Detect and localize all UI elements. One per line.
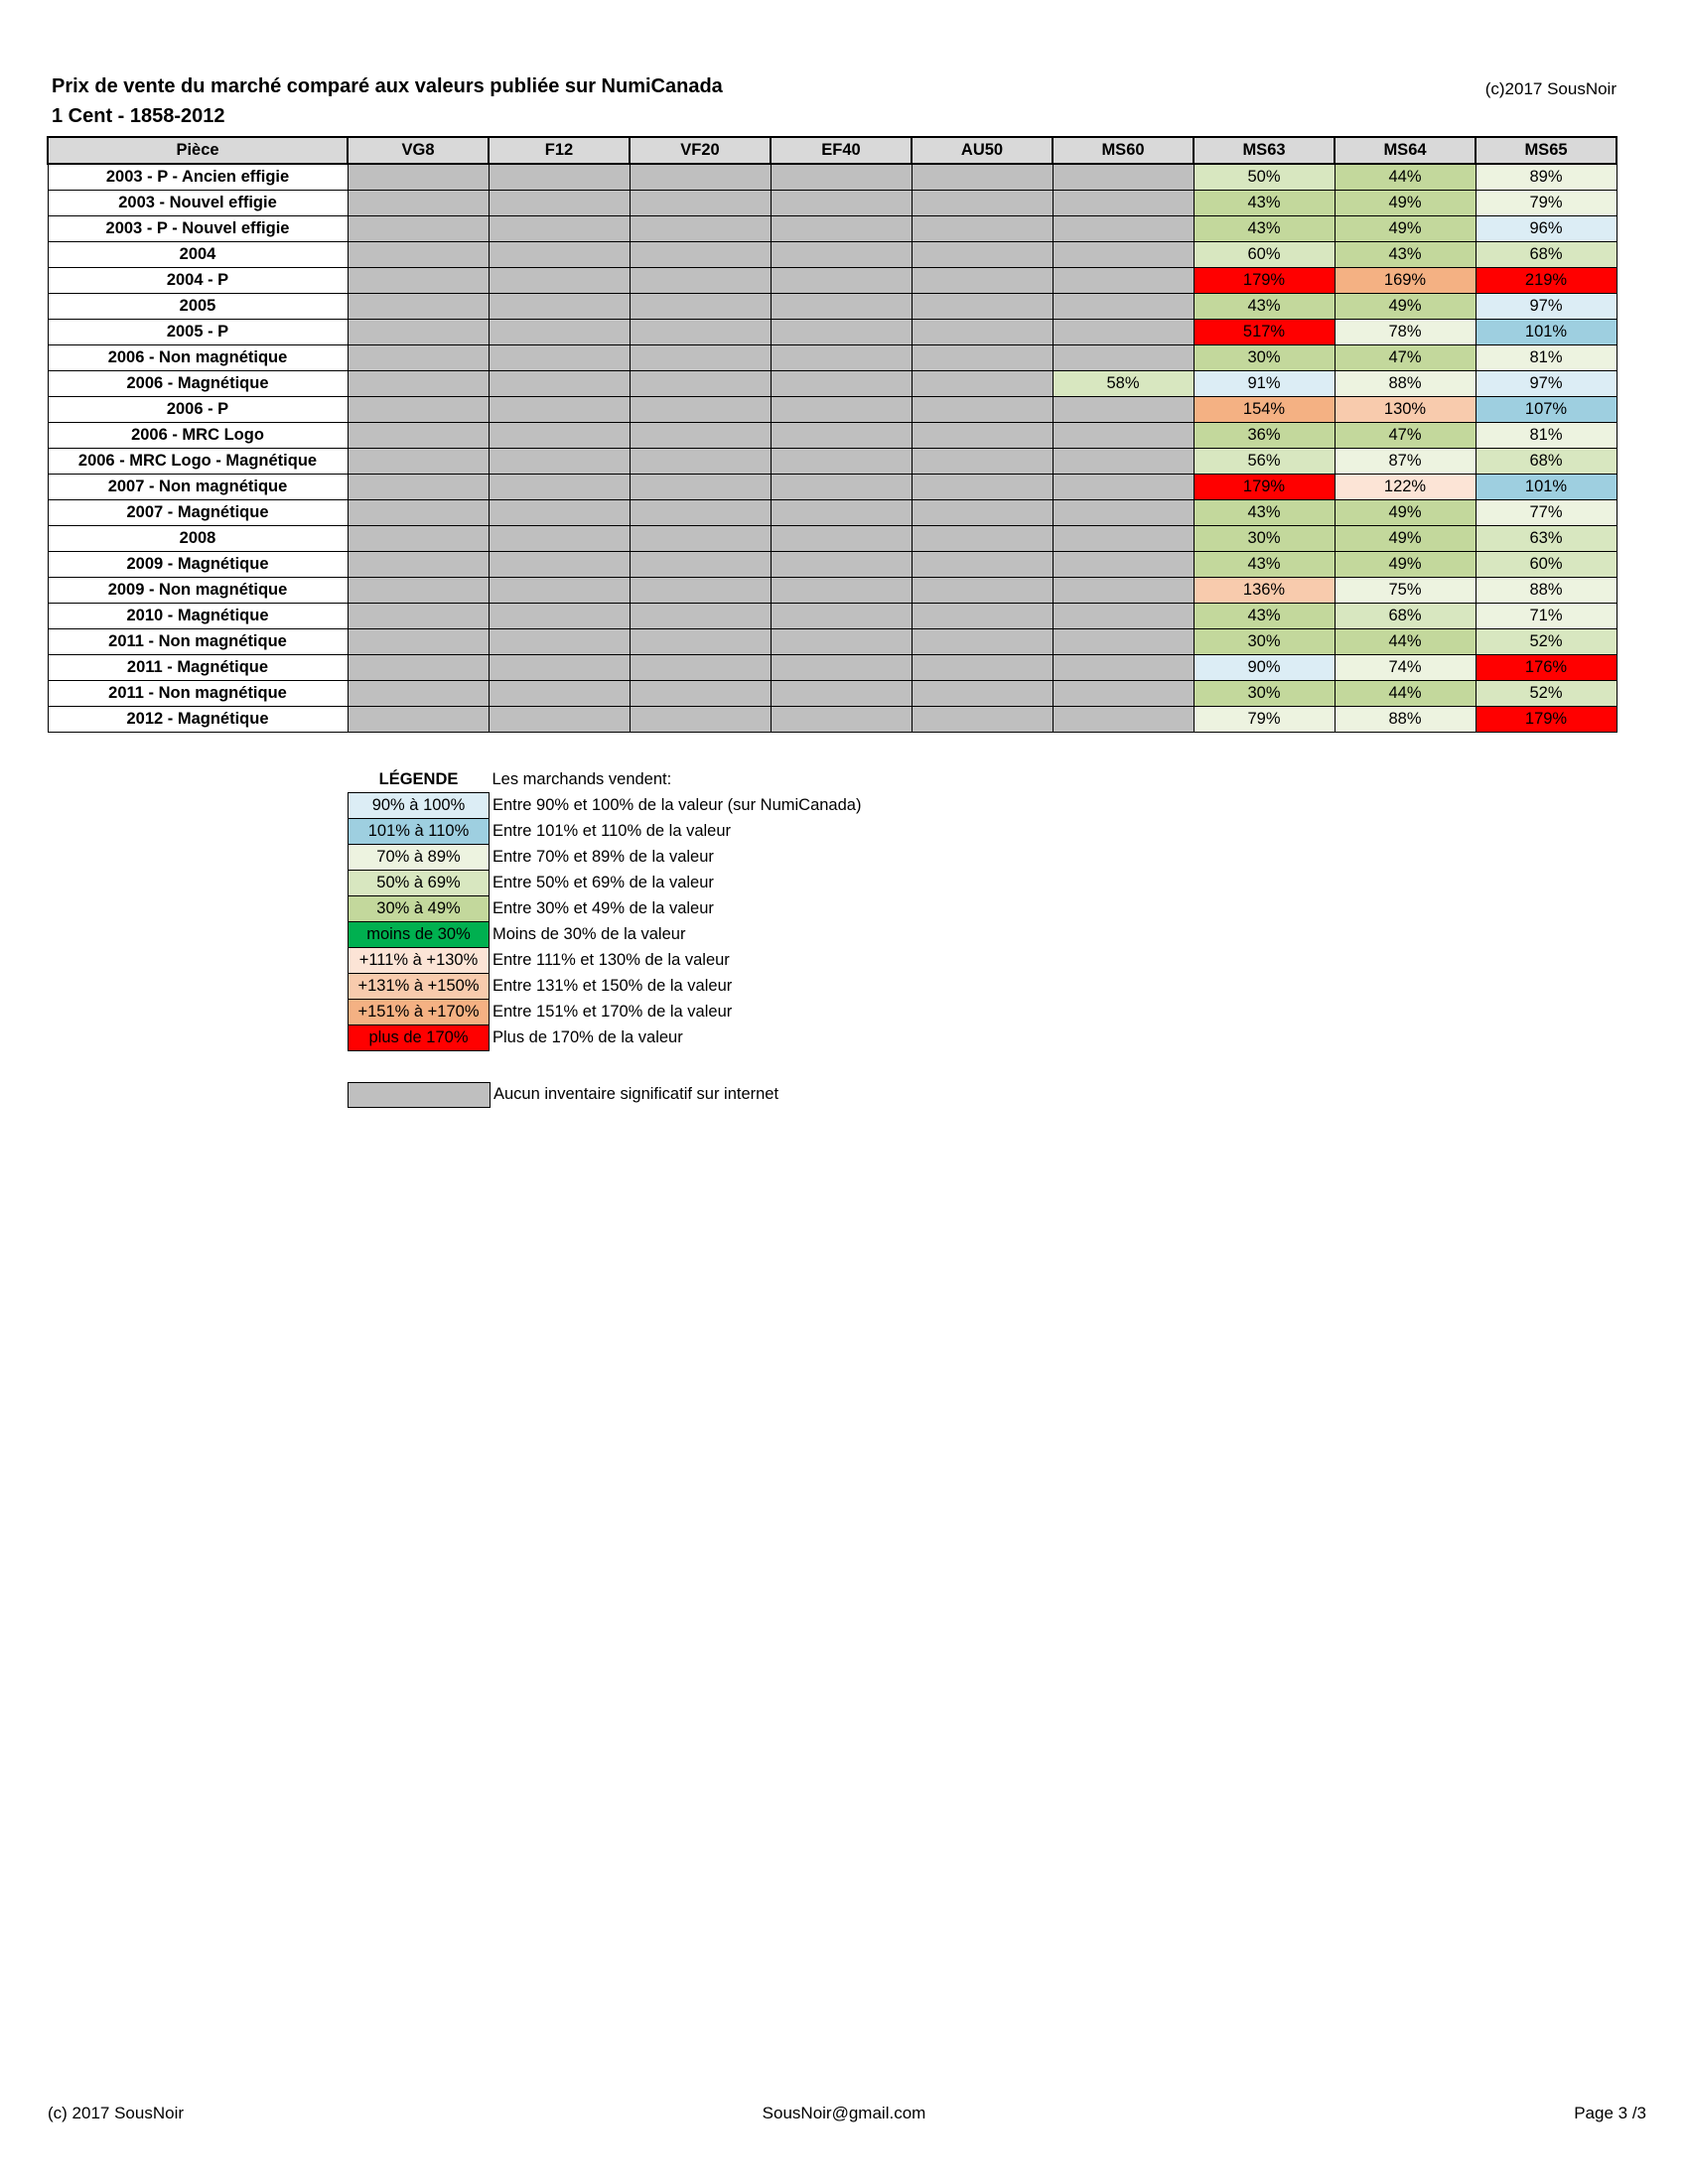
table-row [48, 475, 1617, 500]
legend-description: Entre 151% et 170% de la valeur [492, 1003, 733, 1021]
legend-swatch: 70% à 89% [349, 845, 490, 871]
table-row [48, 629, 1617, 655]
legend-description: Entre 70% et 89% de la valeur [492, 848, 714, 866]
no-inventory-cell [348, 604, 489, 629]
no-inventory-cell [912, 552, 1053, 578]
no-inventory-cell [1053, 681, 1194, 707]
piece-name: 2010 - Magnétique [48, 604, 348, 629]
value-cell: 79% [1476, 191, 1617, 216]
no-inventory-cell [1053, 552, 1194, 578]
table-row [48, 268, 1617, 294]
column-header: F12 [489, 137, 630, 164]
legend-no-inventory-swatch [348, 1082, 491, 1108]
footer-page-number: Page 3 /3 [1574, 2104, 1646, 2122]
no-inventory-cell [1053, 449, 1194, 475]
no-inventory-cell [348, 475, 489, 500]
no-inventory-cell [771, 475, 912, 500]
value-cell: 43% [1335, 242, 1476, 268]
no-inventory-cell [489, 345, 630, 371]
no-inventory-cell [912, 449, 1053, 475]
value-cell: 75% [1335, 578, 1476, 604]
no-inventory-cell [630, 294, 771, 320]
no-inventory-cell [630, 397, 771, 423]
legend-row [349, 845, 862, 871]
no-inventory-cell [1053, 423, 1194, 449]
no-inventory-cell [1053, 242, 1194, 268]
value-cell: 44% [1335, 681, 1476, 707]
legend-description: Entre 131% et 150% de la valeur [492, 977, 733, 995]
table-row [48, 526, 1617, 552]
value-cell: 78% [1335, 320, 1476, 345]
legend-description: Entre 30% et 49% de la valeur [492, 899, 714, 917]
no-inventory-cell [771, 371, 912, 397]
value-cell: 49% [1335, 294, 1476, 320]
table-row [48, 191, 1617, 216]
table-row [48, 164, 1617, 191]
no-inventory-cell [348, 164, 489, 191]
value-cell: 49% [1335, 552, 1476, 578]
column-header: MS64 [1335, 137, 1476, 164]
no-inventory-cell [489, 475, 630, 500]
no-inventory-cell [771, 320, 912, 345]
no-inventory-cell [630, 500, 771, 526]
no-inventory-cell [1053, 655, 1194, 681]
no-inventory-cell [1053, 320, 1194, 345]
no-inventory-cell [630, 216, 771, 242]
no-inventory-cell [630, 604, 771, 629]
piece-name: 2006 - Magnétique [48, 371, 348, 397]
table-row [48, 345, 1617, 371]
legend-no-inventory-desc: Aucun inventaire significatif sur internet [493, 1085, 779, 1103]
legend-intro: Les marchands vendent: [492, 770, 672, 789]
value-cell: 60% [1194, 242, 1335, 268]
no-inventory-cell [1053, 475, 1194, 500]
page-title: Prix de vente du marché comparé aux valeurs publiée sur NumiCanada [52, 75, 723, 97]
no-inventory-cell [489, 449, 630, 475]
legend-swatch: +151% à +170% [349, 1000, 490, 1025]
no-inventory-cell [912, 423, 1053, 449]
no-inventory-cell [771, 449, 912, 475]
value-cell: 122% [1335, 475, 1476, 500]
piece-name: 2009 - Magnétique [48, 552, 348, 578]
value-cell: 49% [1335, 191, 1476, 216]
value-cell: 179% [1194, 268, 1335, 294]
no-inventory-cell [348, 578, 489, 604]
value-cell: 97% [1476, 371, 1617, 397]
table-row [48, 500, 1617, 526]
legend-header-row [349, 767, 862, 793]
value-cell: 49% [1335, 216, 1476, 242]
piece-name: 2004 - P [48, 268, 348, 294]
value-cell: 101% [1476, 320, 1617, 345]
value-cell: 154% [1194, 397, 1335, 423]
value-cell: 130% [1335, 397, 1476, 423]
no-inventory-cell [1053, 604, 1194, 629]
value-cell: 77% [1476, 500, 1617, 526]
legend-swatch: 30% à 49% [349, 896, 490, 922]
value-cell: 43% [1194, 500, 1335, 526]
value-cell: 91% [1194, 371, 1335, 397]
no-inventory-cell [912, 629, 1053, 655]
piece-name: 2007 - Non magnétique [48, 475, 348, 500]
no-inventory-cell [630, 475, 771, 500]
no-inventory-cell [771, 397, 912, 423]
no-inventory-cell [771, 242, 912, 268]
no-inventory-cell [348, 526, 489, 552]
no-inventory-cell [1053, 578, 1194, 604]
no-inventory-cell [489, 604, 630, 629]
legend-swatch: +111% à +130% [349, 948, 490, 974]
no-inventory-cell [348, 681, 489, 707]
value-cell: 176% [1476, 655, 1617, 681]
footer-copyright: (c) 2017 SousNoir [48, 2104, 185, 2122]
no-inventory-cell [771, 552, 912, 578]
value-cell: 96% [1476, 216, 1617, 242]
no-inventory-cell [1053, 526, 1194, 552]
value-cell: 30% [1194, 526, 1335, 552]
value-cell: 36% [1194, 423, 1335, 449]
column-header: MS65 [1476, 137, 1617, 164]
value-cell: 89% [1476, 164, 1617, 191]
column-header: MS63 [1194, 137, 1335, 164]
value-cell: 88% [1476, 578, 1617, 604]
value-cell: 219% [1476, 268, 1617, 294]
no-inventory-cell [912, 526, 1053, 552]
value-cell: 107% [1476, 397, 1617, 423]
piece-name: 2003 - P - Nouvel effigie [48, 216, 348, 242]
piece-name: 2008 [48, 526, 348, 552]
value-cell: 50% [1194, 164, 1335, 191]
table-row [48, 294, 1617, 320]
no-inventory-cell [1053, 294, 1194, 320]
column-header: AU50 [912, 137, 1053, 164]
value-cell: 44% [1335, 164, 1476, 191]
legend-description: Plus de 170% de la valeur [492, 1028, 683, 1046]
no-inventory-cell [1053, 500, 1194, 526]
no-inventory-cell [912, 242, 1053, 268]
table-row [48, 707, 1617, 733]
no-inventory-cell [912, 397, 1053, 423]
piece-name: 2006 - P [48, 397, 348, 423]
value-cell: 47% [1335, 423, 1476, 449]
no-inventory-cell [912, 371, 1053, 397]
value-cell: 52% [1476, 681, 1617, 707]
value-cell: 30% [1194, 629, 1335, 655]
no-inventory-cell [1053, 216, 1194, 242]
no-inventory-cell [489, 242, 630, 268]
table-row [48, 371, 1617, 397]
no-inventory-cell [630, 423, 771, 449]
no-inventory-cell [348, 655, 489, 681]
legend-swatch: 90% à 100% [349, 793, 490, 819]
no-inventory-cell [771, 423, 912, 449]
piece-name: 2003 - Nouvel effigie [48, 191, 348, 216]
no-inventory-cell [489, 216, 630, 242]
no-inventory-cell [348, 629, 489, 655]
no-inventory-cell [1053, 629, 1194, 655]
value-cell: 43% [1194, 552, 1335, 578]
legend-swatch: moins de 30% [349, 922, 490, 948]
no-inventory-cell [1053, 397, 1194, 423]
piece-name: 2003 - P - Ancien effigie [48, 164, 348, 191]
piece-name: 2006 - Non magnétique [48, 345, 348, 371]
no-inventory-cell [489, 526, 630, 552]
no-inventory-cell [348, 449, 489, 475]
no-inventory-cell [771, 578, 912, 604]
piece-name: 2011 - Magnétique [48, 655, 348, 681]
no-inventory-cell [912, 164, 1053, 191]
no-inventory-cell [489, 397, 630, 423]
legend-heading: LÉGENDE [378, 770, 459, 788]
value-cell: 58% [1053, 371, 1194, 397]
table-body [48, 164, 1617, 733]
page-subtitle: 1 Cent - 1858-2012 [52, 105, 225, 127]
no-inventory-cell [348, 345, 489, 371]
value-cell: 88% [1335, 371, 1476, 397]
no-inventory-cell [348, 191, 489, 216]
no-inventory-cell [912, 216, 1053, 242]
table-row [48, 604, 1617, 629]
piece-name: 2007 - Magnétique [48, 500, 348, 526]
legend-description: Entre 111% et 130% de la valeur [492, 951, 730, 969]
no-inventory-cell [912, 604, 1053, 629]
no-inventory-cell [489, 164, 630, 191]
no-inventory-cell [489, 191, 630, 216]
legend-description: Entre 50% et 69% de la valeur [492, 874, 714, 891]
no-inventory-cell [771, 681, 912, 707]
value-cell: 179% [1476, 707, 1617, 733]
legend-description: Entre 101% et 110% de la valeur [492, 822, 732, 840]
table-header-row [48, 137, 1617, 164]
legend-row [349, 793, 862, 819]
no-inventory-cell [912, 707, 1053, 733]
column-header: VF20 [630, 137, 771, 164]
no-inventory-cell [1053, 707, 1194, 733]
column-header: VG8 [348, 137, 489, 164]
value-cell: 30% [1194, 681, 1335, 707]
value-cell: 68% [1335, 604, 1476, 629]
no-inventory-cell [348, 371, 489, 397]
no-inventory-cell [348, 268, 489, 294]
column-header: EF40 [771, 137, 912, 164]
no-inventory-cell [348, 320, 489, 345]
piece-name: 2009 - Non magnétique [48, 578, 348, 604]
piece-name: 2004 [48, 242, 348, 268]
no-inventory-cell [489, 629, 630, 655]
value-cell: 169% [1335, 268, 1476, 294]
value-cell: 43% [1194, 294, 1335, 320]
no-inventory-cell [489, 371, 630, 397]
no-inventory-cell [1053, 191, 1194, 216]
no-inventory-cell [912, 578, 1053, 604]
no-inventory-cell [348, 552, 489, 578]
no-inventory-cell [489, 320, 630, 345]
no-inventory-cell [771, 604, 912, 629]
value-cell: 63% [1476, 526, 1617, 552]
no-inventory-cell [348, 397, 489, 423]
no-inventory-cell [912, 320, 1053, 345]
value-cell: 56% [1194, 449, 1335, 475]
piece-name: 2005 [48, 294, 348, 320]
value-cell: 68% [1476, 242, 1617, 268]
no-inventory-cell [771, 655, 912, 681]
table-row [48, 552, 1617, 578]
legend-row [349, 948, 862, 974]
legend-row [349, 1025, 862, 1051]
no-inventory-cell [912, 294, 1053, 320]
piece-name: 2011 - Non magnétique [48, 681, 348, 707]
price-comparison-table [47, 136, 1618, 733]
piece-name: 2011 - Non magnétique [48, 629, 348, 655]
value-cell: 43% [1194, 191, 1335, 216]
value-cell: 30% [1194, 345, 1335, 371]
no-inventory-cell [1053, 164, 1194, 191]
no-inventory-cell [348, 423, 489, 449]
no-inventory-cell [489, 707, 630, 733]
value-cell: 43% [1194, 216, 1335, 242]
no-inventory-cell [771, 707, 912, 733]
legend-table [348, 767, 862, 1051]
no-inventory-cell [630, 191, 771, 216]
value-cell: 517% [1194, 320, 1335, 345]
footer-email: SousNoir@gmail.com [762, 2104, 926, 2122]
legend-description: Entre 90% et 100% de la valeur (sur NumiCanada) [492, 796, 862, 814]
table-row [48, 423, 1617, 449]
no-inventory-cell [912, 475, 1053, 500]
no-inventory-cell [489, 552, 630, 578]
table-row [48, 449, 1617, 475]
value-cell: 81% [1476, 345, 1617, 371]
no-inventory-cell [630, 371, 771, 397]
no-inventory-cell [630, 655, 771, 681]
legend-row [349, 1000, 862, 1025]
value-cell: 136% [1194, 578, 1335, 604]
piece-name: 2012 - Magnétique [48, 707, 348, 733]
table-row [48, 681, 1617, 707]
legend-swatch: 50% à 69% [349, 871, 490, 896]
value-cell: 74% [1335, 655, 1476, 681]
table-row [48, 320, 1617, 345]
legend-row [349, 819, 862, 845]
piece-name: 2006 - MRC Logo [48, 423, 348, 449]
no-inventory-cell [348, 294, 489, 320]
legend-description: Moins de 30% de la valeur [492, 925, 686, 943]
no-inventory-cell [771, 164, 912, 191]
value-cell: 71% [1476, 604, 1617, 629]
table-row [48, 655, 1617, 681]
no-inventory-cell [630, 526, 771, 552]
no-inventory-cell [630, 320, 771, 345]
no-inventory-cell [912, 345, 1053, 371]
no-inventory-cell [489, 500, 630, 526]
value-cell: 81% [1476, 423, 1617, 449]
no-inventory-cell [630, 164, 771, 191]
no-inventory-cell [348, 500, 489, 526]
no-inventory-cell [771, 500, 912, 526]
legend-swatch: plus de 170% [349, 1025, 490, 1051]
table-row [48, 242, 1617, 268]
legend-swatch: 101% à 110% [349, 819, 490, 845]
no-inventory-cell [489, 681, 630, 707]
table-row [48, 397, 1617, 423]
no-inventory-cell [489, 268, 630, 294]
no-inventory-cell [912, 268, 1053, 294]
no-inventory-cell [489, 655, 630, 681]
no-inventory-cell [1053, 345, 1194, 371]
column-header: MS60 [1053, 137, 1194, 164]
no-inventory-cell [630, 629, 771, 655]
no-inventory-cell [912, 191, 1053, 216]
no-inventory-cell [348, 216, 489, 242]
value-cell: 49% [1335, 500, 1476, 526]
table-row [48, 216, 1617, 242]
no-inventory-cell [630, 578, 771, 604]
value-cell: 179% [1194, 475, 1335, 500]
no-inventory-cell [630, 345, 771, 371]
value-cell: 49% [1335, 526, 1476, 552]
no-inventory-cell [1053, 268, 1194, 294]
no-inventory-cell [771, 629, 912, 655]
table-row [48, 578, 1617, 604]
value-cell: 47% [1335, 345, 1476, 371]
no-inventory-cell [912, 655, 1053, 681]
value-cell: 44% [1335, 629, 1476, 655]
no-inventory-cell [630, 681, 771, 707]
value-cell: 43% [1194, 604, 1335, 629]
value-cell: 88% [1335, 707, 1476, 733]
value-cell: 97% [1476, 294, 1617, 320]
no-inventory-cell [630, 552, 771, 578]
legend-row [349, 896, 862, 922]
no-inventory-cell [489, 294, 630, 320]
no-inventory-cell [771, 345, 912, 371]
legend-swatch: +131% à +150% [349, 974, 490, 1000]
header-copyright: (c)2017 SousNoir [1484, 79, 1617, 98]
no-inventory-cell [489, 423, 630, 449]
value-cell: 87% [1335, 449, 1476, 475]
no-inventory-cell [630, 707, 771, 733]
value-cell: 60% [1476, 552, 1617, 578]
no-inventory-cell [912, 500, 1053, 526]
legend-row [349, 871, 862, 896]
value-cell: 52% [1476, 629, 1617, 655]
no-inventory-cell [771, 526, 912, 552]
no-inventory-cell [912, 681, 1053, 707]
no-inventory-cell [630, 242, 771, 268]
no-inventory-cell [630, 449, 771, 475]
no-inventory-cell [348, 242, 489, 268]
value-cell: 79% [1194, 707, 1335, 733]
value-cell: 68% [1476, 449, 1617, 475]
piece-name: 2005 - P [48, 320, 348, 345]
value-cell: 90% [1194, 655, 1335, 681]
no-inventory-cell [771, 268, 912, 294]
no-inventory-cell [771, 216, 912, 242]
no-inventory-cell [348, 707, 489, 733]
piece-name: 2006 - MRC Logo - Magnétique [48, 449, 348, 475]
no-inventory-cell [771, 191, 912, 216]
no-inventory-cell [489, 578, 630, 604]
no-inventory-cell [630, 268, 771, 294]
legend-row [349, 922, 862, 948]
no-inventory-cell [771, 294, 912, 320]
legend-row [349, 974, 862, 1000]
column-header: Pièce [48, 137, 348, 164]
value-cell: 101% [1476, 475, 1617, 500]
